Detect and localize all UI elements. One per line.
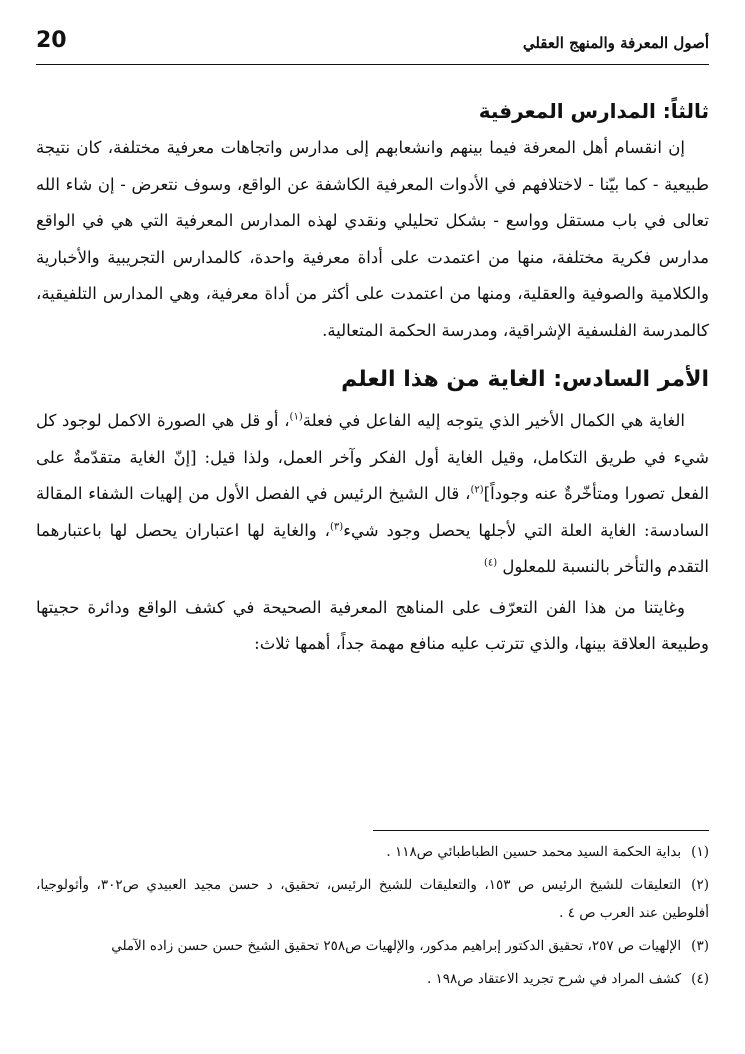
paragraph-text: ، قال الشيخ الرئيس في الفصل الأول من إلهيات الشفاء المقالة السادسة: الغاية العلة التي لأجلها يحصل وجود شيء	[36, 484, 709, 540]
paragraph-text: الغاية هي الكمال الأخير الذي يتوجه إليه الفاعل في فعلة	[302, 411, 685, 430]
paragraph-text: ، أو قل هي الصورة الاكمل لوجود كل شيء في طريق التكامل، وقيل الغاية أول الفكر وآخر العمل، ولذا قيل: [إنّ الغاية متقدّمةٌ على الفعل تصورا ومتأخّرةٌ عنه وجوداً]	[36, 411, 709, 503]
page-header	[36, 24, 709, 64]
footnote	[36, 932, 709, 960]
paragraph-purpose-goal: وغايتنا من هذا الفن التعرّف على المناهج المعرفية الصحيحة في كشف الواقع ودائرة حجيتها وطبيعة العلاقة بينها، والذي تترتب عليه منافع مهمة جداً، أهمها ثلاث:	[36, 597, 709, 653]
footnote-ref: (١)	[289, 411, 303, 423]
footnote	[36, 965, 709, 993]
footnotes	[36, 838, 709, 998]
footnote-number: (٣)	[691, 938, 709, 954]
footnote-ref: (٤)	[483, 557, 498, 569]
footnote	[36, 838, 709, 866]
footnote-text: كشف المراد في شرح تجريد الاعتقاد ص١٩٨ .	[426, 971, 682, 987]
footnote-number: (١)	[691, 844, 709, 860]
footnote-ref: (٣)	[330, 521, 344, 532]
page-number: 20	[36, 28, 67, 53]
footnote	[36, 871, 709, 927]
page-body	[36, 88, 709, 667]
section-heading-knowledge-schools: ثالثاً: المدارس المعرفية	[478, 99, 709, 123]
running-title: أصول المعرفة والمنهج العقلي	[522, 34, 709, 52]
footnote-number: (٢)	[691, 877, 709, 893]
footnote-separator	[373, 830, 709, 831]
footnote-text: بداية الحكمة السيد محمد حسين الطباطبائي ص١١٨ .	[386, 844, 682, 860]
section-heading-purpose: الأمر السادس: الغاية من هذا العلم	[341, 367, 709, 392]
footnote-text: الإلهيات ص ٢٥٧، تحقيق الدكتور إبراهيم مدكور، والإلهيات ص٢٥٨ تحقيق الشيخ حسن حسن زاده الآملي	[111, 938, 682, 954]
footnote-text: التعليقات للشيخ الرئيس ص ١٥٣، والتعليقات للشيخ الرئيس، تحقيق، د حسن مجيد العبيدي ص٣٠٢، وأثولوجيا، أفلوطين عند العرب ص ٤ .	[36, 877, 709, 921]
paragraph-text: ، والغاية لها اعتباران يحصل لها باعتبارهما التقدم والتأخر بالنسبة للمعلول	[36, 520, 709, 576]
footnote-ref: (٢)	[470, 484, 484, 496]
header-rule	[36, 64, 709, 65]
paragraph-knowledge-schools: إن انقسام أهل المعرفة فيما بينهم وانشعابهم إلى مدارس واتجاهات معرفية مختلفة، كان نتيجة طبيعية - كما بيّنا - لاختلافهم في الأدوات المعرفية الكاشفة عن الواقع، وسوف نتعرض - إن شاء الله تعالى في باب مستقل وواسع - بشكل تحليلي ونقدي لهذه المدارس المعرفية التي هي في الواقع مدارس فكرية مختلفة، منها من اعتمدت على أداة معرفية واحدة، كالمدارس التجريبية والأخبارية والكلامية والصوفية والعقلية، ومنها من اعتمدت على أكثر من أداة معرفية، وهي المدارس التلفيقية، كالمدرسة الفلسفية الإشراقية، ومدرسة الحكمة المتعالية.	[36, 138, 709, 340]
footnote-number: (٤)	[691, 971, 709, 987]
paragraph-purpose-definition	[36, 403, 709, 586]
